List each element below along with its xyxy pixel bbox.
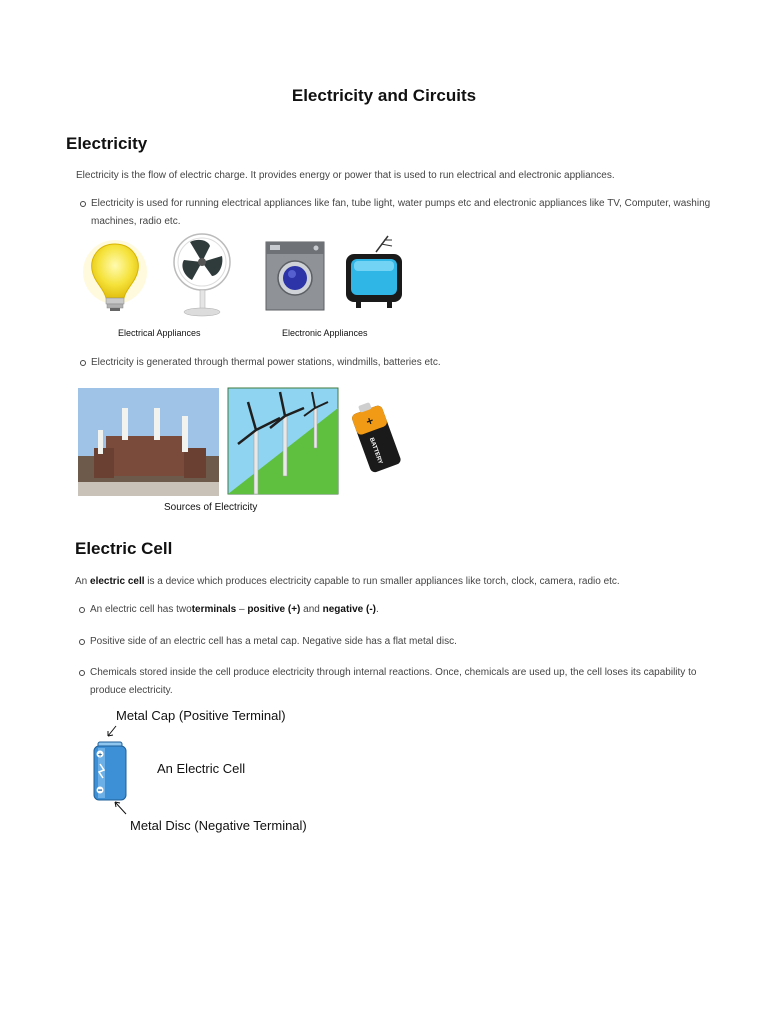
bullet-icon <box>79 607 85 613</box>
battery-icon <box>349 399 402 474</box>
bullet-text: Electricity is used for running electrical appliances like fan, tube light, water pumps etc and electronic appliances like TV, Computer, washing machines, radio etc. <box>91 198 711 227</box>
bullet-icon <box>80 201 86 207</box>
arrow-icon <box>108 726 116 736</box>
caption-electrical-appliances: Electrical Appliances <box>118 328 201 338</box>
bullet-icon <box>79 670 85 676</box>
list-item <box>91 354 731 372</box>
electricity-intro: Electricity is the flow of electric charge. It provides energy or power that is used to run electrical and electronic appliances. <box>76 170 615 181</box>
label-an-electric-cell: An Electric Cell <box>157 761 246 776</box>
sources-illustration <box>76 386 416 498</box>
bullet-text: Positive side of an electric cell has a metal cap. Negative side has a flat metal disc. <box>90 636 457 647</box>
television-icon <box>346 236 402 308</box>
power-station-image <box>78 388 219 496</box>
caption-sources-of-electricity: Sources of Electricity <box>164 502 258 513</box>
bullet-icon <box>79 639 85 645</box>
washing-machine-icon <box>266 242 324 310</box>
electric-cell-diagram <box>88 706 328 841</box>
appliances-figure <box>80 232 420 342</box>
bullet-text: Chemicals stored inside the cell produce electricity through internal reactions. Once, chemicals are used up, the cell loses its capability to produce electricity. <box>90 667 697 696</box>
svg-text:+: + <box>364 413 376 429</box>
label-metal-cap: Metal Cap (Positive Terminal) <box>116 708 286 723</box>
list-item <box>91 195 731 231</box>
sources-figure <box>76 386 416 521</box>
label-metal-disc: Metal Disc (Negative Terminal) <box>130 818 307 833</box>
windmills-image <box>228 388 338 494</box>
section-heading-electricity: Electricity <box>66 134 148 153</box>
bullet-icon <box>80 360 86 366</box>
light-bulb-icon <box>83 240 147 311</box>
svg-text:BATTERY: BATTERY <box>367 436 383 466</box>
svg-text:+: + <box>97 752 103 759</box>
electric-cell-intro: An electric cell is a device which produces electricity capable to run smaller appliances like torch, clock, camera, radio etc. <box>75 576 620 587</box>
caption-electronic-appliances: Electronic Appliances <box>282 328 368 338</box>
list-item <box>90 664 730 700</box>
list-item <box>90 633 730 651</box>
list-item: An electric cell has twoterminals – positive (+) and negative (-). <box>90 601 730 619</box>
bullet-text: Electricity is generated through thermal power stations, windmills, batteries etc. <box>91 357 441 368</box>
fan-icon <box>174 234 230 316</box>
electric-cell-icon <box>94 742 126 800</box>
appliances-illustration <box>80 232 420 342</box>
page-title: Electricity and Circuits <box>291 86 477 105</box>
section-heading-electric-cell: Electric Cell <box>75 539 173 558</box>
